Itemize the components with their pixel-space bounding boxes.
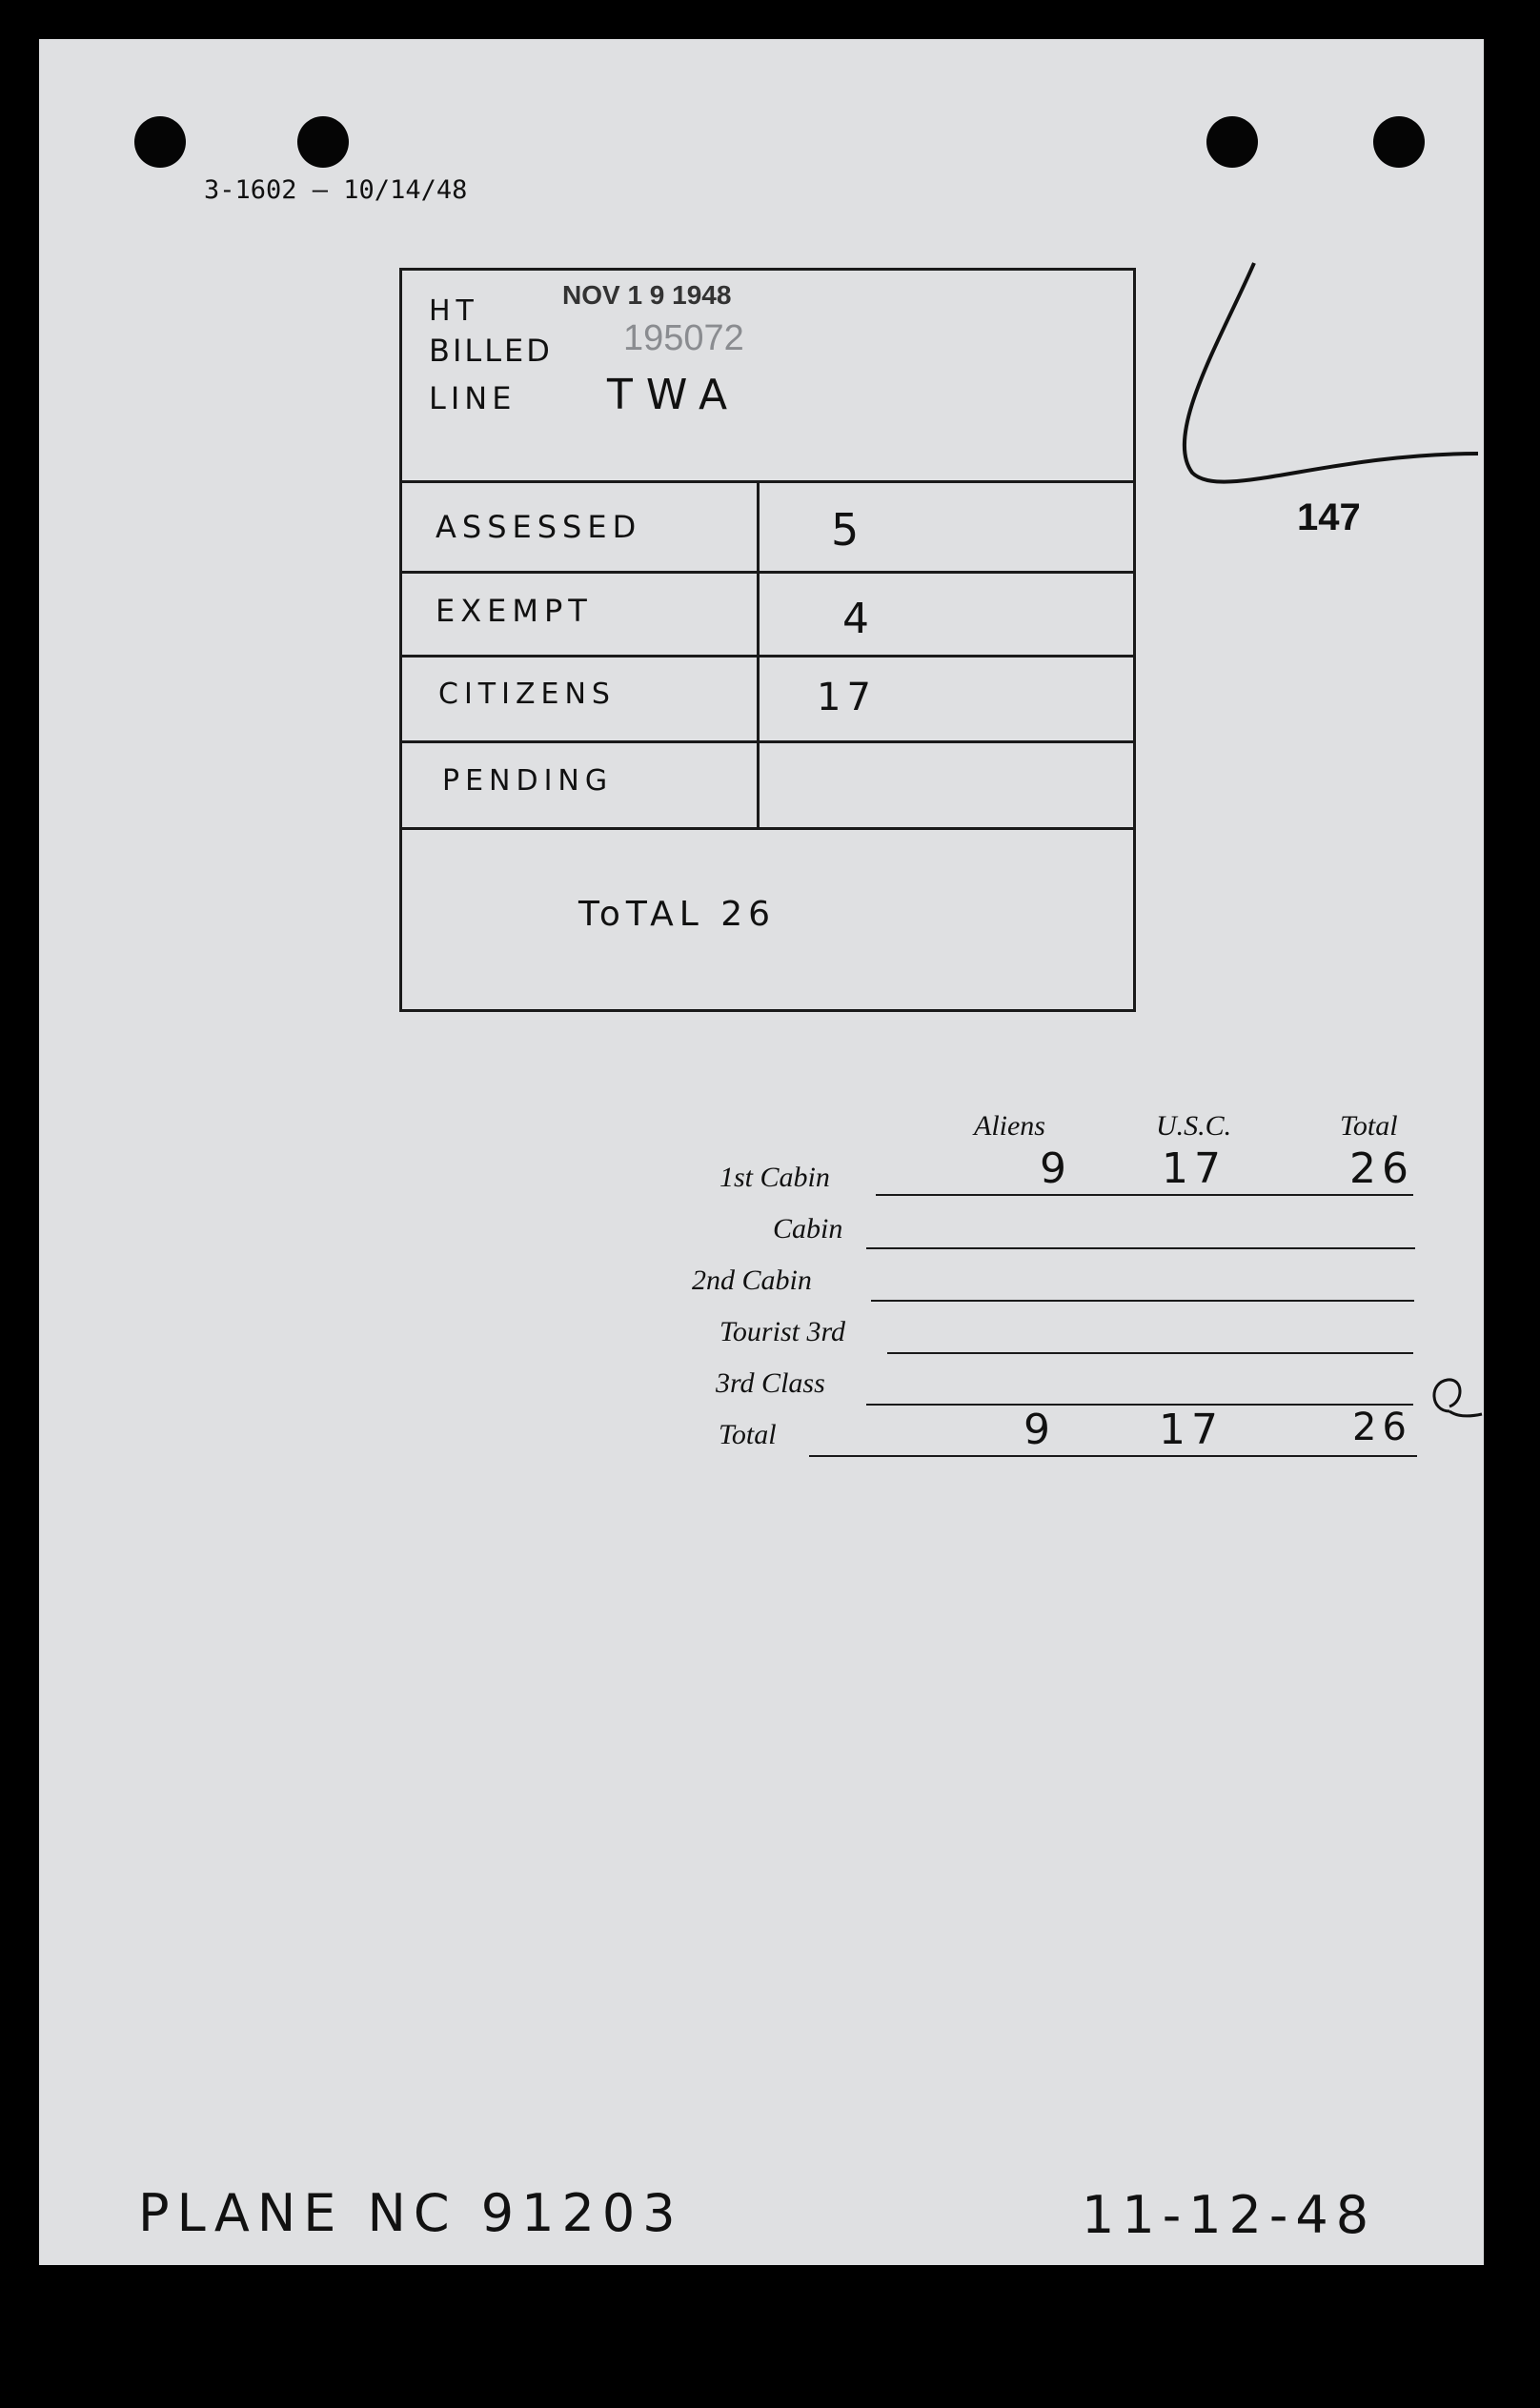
row-value: 4 bbox=[842, 595, 875, 643]
divider bbox=[402, 827, 1133, 830]
check-mark bbox=[1154, 215, 1516, 530]
ledger-row-label: 2nd Cabin bbox=[692, 1265, 812, 1296]
ledger-aliens-value: 9 bbox=[1040, 1144, 1072, 1193]
airline: TWA bbox=[607, 371, 741, 419]
ledger-row-label: Cabin bbox=[773, 1213, 843, 1244]
ledger-line bbox=[876, 1194, 1413, 1196]
ledger-line bbox=[809, 1455, 1417, 1457]
ledger-line bbox=[871, 1300, 1414, 1302]
ledger-usc-value: 17 bbox=[1162, 1144, 1226, 1193]
stamp-number: 195072 bbox=[623, 318, 744, 358]
row-label: ASSESSED bbox=[436, 509, 642, 545]
ledger-row-label: Total bbox=[719, 1419, 777, 1450]
ledger-line bbox=[887, 1352, 1413, 1354]
billed-label: BILLED bbox=[429, 333, 553, 369]
row-label: EXEMPT bbox=[436, 593, 593, 629]
pen-mark bbox=[1421, 1368, 1484, 1435]
binder-hole bbox=[134, 116, 186, 168]
column-header-usc: U.S.C. bbox=[1156, 1110, 1232, 1142]
binder-hole bbox=[1206, 116, 1258, 168]
divider bbox=[402, 571, 1133, 574]
document-page bbox=[39, 39, 1484, 2265]
plane-number: PLANE NC 91203 bbox=[138, 2183, 683, 2243]
page-number: 147 bbox=[1297, 496, 1361, 538]
ledger-usc-value: 17 bbox=[1159, 1406, 1224, 1454]
inspection-card bbox=[399, 268, 1136, 1012]
binder-hole bbox=[297, 116, 349, 168]
divider bbox=[402, 480, 1133, 483]
stamp-date: NOV 1 9 1948 bbox=[562, 280, 732, 310]
ledger-row-label: 1st Cabin bbox=[719, 1162, 830, 1193]
footer-date: 11-12-48 bbox=[1082, 2185, 1377, 2245]
row-label: CITIZENS bbox=[438, 678, 616, 711]
ht-label: HT bbox=[429, 294, 479, 328]
row-value: 5 bbox=[831, 504, 865, 556]
ledger-line bbox=[866, 1247, 1415, 1249]
column-header-aliens: Aliens bbox=[974, 1110, 1045, 1142]
card-total: ToTAL 26 bbox=[578, 895, 777, 934]
reference-header: 3-1602 — 10/14/48 bbox=[204, 175, 468, 205]
ledger-total-value: 26 bbox=[1352, 1406, 1412, 1449]
ledger-line bbox=[866, 1404, 1413, 1406]
column-divider bbox=[757, 480, 760, 829]
divider bbox=[402, 655, 1133, 658]
ledger-aliens-value: 9 bbox=[1023, 1406, 1056, 1454]
line-label: LINE bbox=[429, 380, 517, 416]
ledger-row-label: 3rd Class bbox=[716, 1367, 825, 1399]
ledger-total-value: 26 bbox=[1349, 1144, 1414, 1193]
row-value: 17 bbox=[817, 676, 877, 719]
column-header-total: Total bbox=[1340, 1110, 1398, 1142]
ledger-row-label: Tourist 3rd bbox=[719, 1316, 846, 1347]
divider bbox=[402, 740, 1133, 743]
binder-hole bbox=[1373, 116, 1425, 168]
row-label: PENDING bbox=[442, 764, 614, 798]
